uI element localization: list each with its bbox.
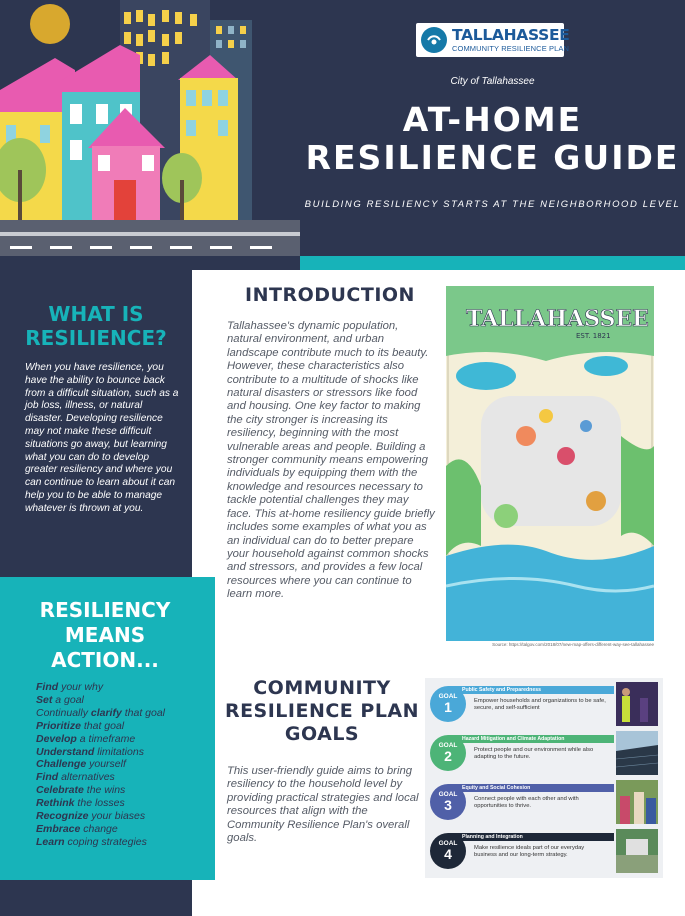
logo-emblem-icon: [421, 27, 447, 53]
heading-line: GOALS: [284, 723, 360, 745]
goal-card-1: [430, 682, 658, 726]
goal-badge: GOAL 1: [430, 686, 466, 722]
map-est: EST. 1821: [576, 332, 611, 340]
heading-line: ACTION...: [51, 648, 159, 672]
goal-photo: [616, 682, 658, 726]
goal-photo: [616, 731, 658, 775]
list-item: Embrace change: [36, 822, 118, 835]
list-item: Recognize your biases: [36, 810, 146, 823]
goal-badge: GOAL 2: [430, 735, 466, 771]
sun-icon: [30, 4, 70, 44]
heading-line: WHAT IS: [48, 302, 144, 326]
goal-card-3: [430, 780, 658, 824]
page-title-line2: RESILIENCE GUIDE: [305, 138, 680, 177]
header-strip-dark: [0, 256, 300, 270]
goal-text: Make resilience ideals part of our everyday business and our long-term strategy.: [474, 845, 585, 858]
list-item: Continually clarify that goal: [36, 706, 166, 719]
introduction-body: Tallahassee's dynamic population, natural environment, and urban landscape contribute much to its beauty. However, these characteristics also contribute to a multitude of shocks like natural disasters or stressors like food and housing. One key factor to making the city stronger is increasing its resiliency, beginning with the most vulnerable areas and people. Building a stronger community means empowering individuals by equipping them with the knowledge and resources necessary to tackle potential challenges they may face. This at-home resiliency guide briefly includes some examples of what you as an individual can do to better prepare your household against common shocks and stressors, and provides a few local resources where you can continue to learn more.: [227, 320, 435, 601]
what-is-resilience-body: When you have resilience, you have the ability to bounce back from a difficult situation, such as a job loss, illness, or natural disaster. Developing resilience may not make these difficult situations go away, but learning what you can do to develop greater resiliency and where you can continue to learn about it can help you to be able to manage whatever is thrown at you.: [25, 362, 179, 514]
crp-body: This user-friendly guide aims to bring resiliency to the household level by providing practical strategies and local resources that align with the Community Resilience Plan's overall goals.: [227, 765, 419, 845]
goal-card-4: [430, 829, 658, 873]
tallahassee-illustrated-map: [446, 286, 654, 641]
list-item: Understand limitations: [36, 745, 144, 758]
goals-graphic: [425, 678, 663, 878]
tagline: BUILDING RESILIENCY STARTS AT THE NEIGHBORHOOD LEVEL: [304, 199, 681, 210]
heading-line: MEANS: [64, 623, 146, 647]
city-label: City of Tallahassee: [450, 76, 535, 87]
goal-title: Equity and Social Cohesion: [462, 785, 531, 791]
header-strip-teal: [300, 256, 685, 270]
goal-title: Hazard Mitigation and Climate Adaptation: [462, 736, 565, 742]
list-item: Prioritize that goal: [36, 719, 125, 732]
goal-badge: GOAL 4: [430, 833, 466, 869]
action-list: [36, 681, 211, 849]
page-title-line1: AT-HOME: [402, 100, 583, 139]
list-item: Challenge yourself: [36, 758, 126, 771]
list-item: Develop a timeframe: [36, 732, 136, 745]
heading-line: RESILIENCE?: [25, 326, 167, 350]
list-item: Learn coping strategies: [36, 835, 147, 848]
goal-text: Protect people and our environment while also adapting to the future.: [474, 747, 594, 760]
list-item: Find your why: [36, 681, 104, 693]
logo-name: TALLAHASSEE: [452, 26, 570, 44]
resiliency-means-action-heading: [0, 598, 210, 673]
map-source-caption: Source: https://talgov.com/2018/07/new-map-offers-different-way-see-tallahassee: [492, 642, 654, 647]
goal-photo: [616, 780, 658, 824]
heading-line: RESILIENCE PLAN: [224, 700, 420, 722]
what-is-resilience-heading: [0, 302, 192, 350]
goal-photo: [616, 829, 658, 873]
crp-goals-heading: [222, 677, 422, 746]
goal-text: Connect people with each other and with opportunities to thrive.: [474, 796, 579, 809]
goal-card-2: [430, 731, 658, 775]
heading-line: RESILIENCY: [39, 598, 171, 622]
logo-subtitle: COMMUNITY RESILIENCE PLAN: [452, 43, 569, 53]
neighborhood-illustration: [0, 0, 300, 256]
list-item: Rethink the losses: [36, 797, 125, 810]
goal-title: Public Safety and Preparedness: [462, 687, 541, 693]
goal-title: Planning and Integration: [462, 834, 523, 840]
list-item: Set a goal: [36, 693, 84, 706]
list-item: Find alternatives: [36, 771, 115, 784]
goal-text: Empower households and organizations to be safe, secure, and self-sufficient: [474, 698, 606, 711]
goal-badge: GOAL 3: [430, 784, 466, 820]
map-title: TALLAHASSEE: [466, 306, 649, 332]
list-item: Celebrate the wins: [36, 784, 126, 797]
heading-line: COMMUNITY: [253, 677, 391, 699]
tallahassee-logo: [416, 23, 570, 57]
introduction-heading: INTRODUCTION: [245, 284, 415, 306]
